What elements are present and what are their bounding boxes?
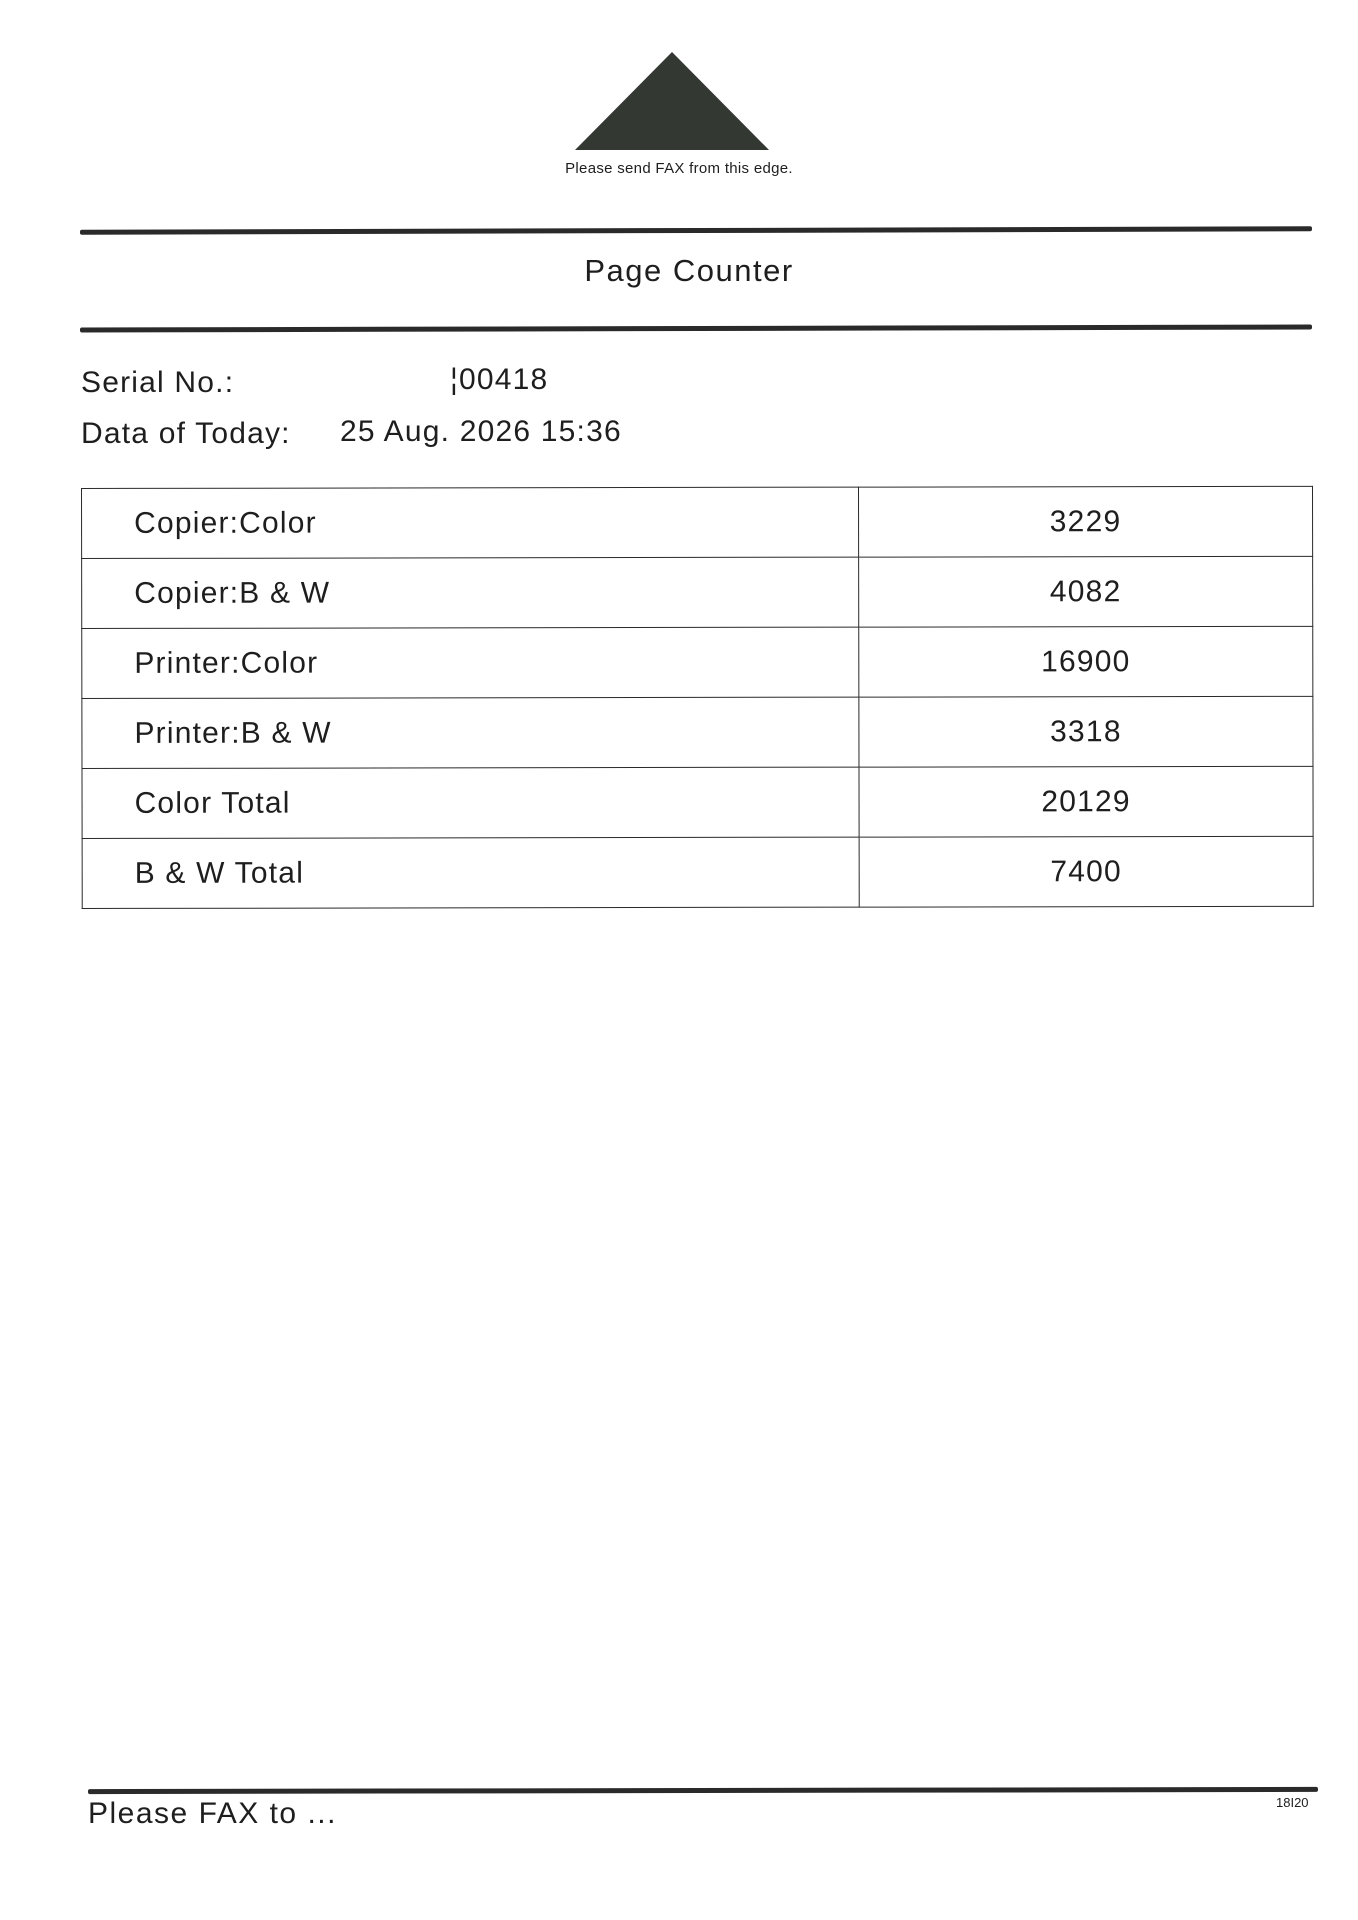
table-row (82, 696, 1313, 768)
title-divider (80, 324, 1312, 332)
fax-edge-note-text: Please send FAX from this edge. (565, 160, 793, 177)
counter-label: Printer:B & W (82, 697, 859, 768)
counter-label: B & W Total (82, 837, 859, 908)
serial-number-value: ¦00418 (450, 363, 549, 396)
counter-value: 3318 (859, 696, 1313, 767)
page-counter-table (81, 486, 1314, 909)
counter-value: 7400 (859, 836, 1313, 907)
page-title: Page Counter (584, 253, 794, 288)
date-label: Data of Today: (81, 417, 291, 450)
top-divider (80, 226, 1312, 234)
table-row (82, 486, 1313, 558)
counter-label: Color Total (82, 767, 859, 838)
fax-direction-triangle-icon (575, 52, 769, 150)
counter-label: Copier:B & W (82, 557, 859, 628)
table-row (82, 836, 1313, 908)
counter-value: 4082 (859, 556, 1313, 627)
counter-label: Copier:Color (82, 487, 859, 558)
date-value: 25 Aug. 2026 15:36 (340, 415, 622, 448)
table-row (82, 766, 1313, 838)
footer-divider (88, 1787, 1318, 1794)
fax-edge-note (0, 160, 1358, 177)
counter-value: 16900 (859, 626, 1313, 697)
serial-number-label: Serial No.: (81, 366, 235, 399)
table-row (82, 556, 1313, 628)
counter-value: 3229 (858, 486, 1312, 557)
counter-label: Printer:Color (82, 627, 859, 698)
page-code: 18I20 (1276, 1795, 1309, 1810)
counter-value: 20129 (859, 766, 1313, 837)
fax-to-text: Please FAX to ... (88, 1797, 337, 1830)
table-row (82, 626, 1313, 698)
